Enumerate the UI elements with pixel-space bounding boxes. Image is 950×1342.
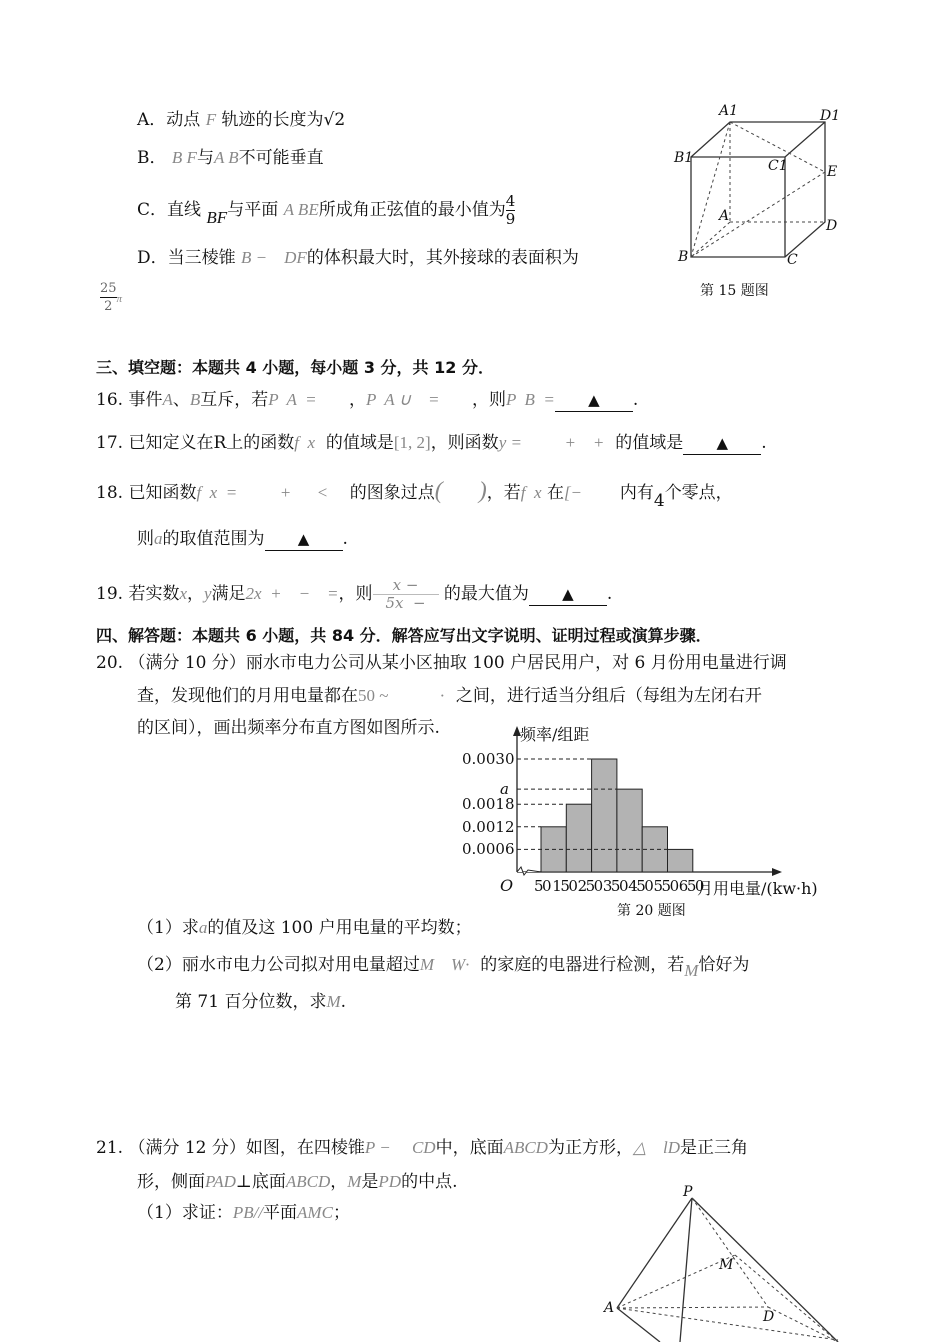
text: .: [340, 992, 347, 1012]
answer-blank[interactable]: ▲: [683, 432, 761, 455]
text: 事件: [128, 390, 163, 410]
text: 所成角正弦值的最小值为: [318, 200, 506, 220]
math: M W·: [419, 955, 470, 974]
math: A B: [213, 148, 239, 167]
figure-label: D: [763, 1309, 775, 1325]
math: 50 ~ ·: [358, 686, 446, 705]
section-heading: 四、解答题：本题共 6 小题，共 84 分．解答应写出文字说明、证明过程或演算步骤．: [96, 626, 712, 645]
text: 轨迹的长度为: [221, 110, 324, 130]
math: y = + +: [498, 433, 605, 452]
math: f x = + <: [196, 483, 329, 502]
denominator: 5x −: [385, 594, 426, 612]
text: 恰好为: [698, 955, 750, 975]
option-label: C．: [137, 200, 168, 220]
y-tick-label: 0.0030: [462, 750, 515, 768]
text: 的值域是: [615, 433, 684, 453]
math: B: [189, 390, 201, 409]
text: 则: [137, 529, 154, 549]
math: A: [162, 390, 173, 409]
text: 是正三角: [680, 1138, 749, 1158]
text: ，则: [338, 584, 373, 604]
figure-label: C1: [768, 158, 788, 174]
text: .: [342, 529, 348, 549]
figure-label: C: [787, 252, 798, 268]
math: P A ∪ =: [366, 390, 440, 409]
text: 中，底面: [435, 1138, 504, 1158]
math: B F: [171, 148, 197, 167]
math: △ lD: [632, 1138, 681, 1157]
question-number: 20.: [96, 653, 124, 673]
text: 与平面: [227, 200, 279, 220]
option-label: A．: [137, 110, 167, 130]
x-tick-label: 450: [628, 877, 653, 895]
question-number: 16.: [96, 390, 124, 410]
text: （满分 12 分）如图，在四棱锥: [128, 1138, 365, 1158]
question-number: 18.: [96, 483, 124, 503]
text: （2）丽水市电力公司拟对用电量超过: [137, 955, 420, 975]
math: [−: [563, 483, 583, 502]
figure-label: D1: [820, 108, 841, 124]
figure-label: A: [719, 208, 730, 224]
text: ；: [332, 1203, 350, 1223]
math: a: [198, 918, 208, 937]
math: BF: [206, 208, 228, 227]
math: P − CD: [364, 1138, 436, 1157]
math: M: [347, 1172, 362, 1191]
math: P B =: [505, 390, 555, 409]
math: P A =: [268, 390, 317, 409]
math: PB//: [232, 1203, 264, 1222]
x-tick-label: 350: [602, 877, 628, 895]
math: M: [326, 992, 341, 1011]
math: ( ): [434, 478, 487, 504]
text: 个零点，: [664, 483, 733, 503]
text: 满足: [211, 584, 246, 604]
figure-label: P: [683, 1184, 693, 1200]
text: .: [632, 390, 639, 410]
chart-ylabel: 频率/组距: [520, 725, 590, 744]
denominator: 9: [505, 210, 516, 228]
text: 的家庭的电器进行检测，若: [480, 955, 685, 975]
chart-xlabel: 月用电量/(kw·h): [697, 879, 818, 898]
text: 当三棱锥: [167, 248, 236, 268]
text: 已知定义在: [128, 433, 214, 453]
y-tick-label: a: [500, 780, 509, 799]
figure-label: B1: [674, 150, 694, 166]
option-label: D．: [137, 248, 168, 268]
text: ，则函数: [430, 433, 499, 453]
math: ABCD: [503, 1138, 548, 1157]
text: 形，侧面: [137, 1172, 205, 1192]
math: B − DF: [241, 248, 307, 267]
question-number: 19.: [96, 584, 124, 604]
figure-caption: 第 15 题图: [700, 283, 769, 299]
x-tick-label: 550: [653, 877, 678, 895]
text: 若实数: [128, 584, 180, 604]
math: PD: [378, 1172, 402, 1191]
question-20-line3: 的区间），画出频率分布直方图如图所示.: [137, 718, 440, 738]
text: 已知函数: [128, 483, 197, 503]
text: （1）求: [137, 918, 199, 938]
x-tick-label: 650: [678, 877, 703, 895]
text: 平面: [263, 1203, 298, 1223]
text: 的体积最大时，其外接球的表面积为: [306, 248, 579, 268]
text: 第 71 百分位数，求: [175, 992, 327, 1012]
figure-label: B: [678, 249, 689, 265]
math: √2: [323, 110, 346, 130]
text: 的中点.: [401, 1172, 458, 1192]
y-tick-label: 0.0012: [462, 817, 515, 836]
text: 的图象过点: [349, 483, 435, 503]
text: 的值域是: [325, 433, 394, 453]
y-tick-label: 0.0006: [462, 840, 515, 859]
x-tick-label: 250: [577, 877, 602, 895]
answer-blank[interactable]: ▲: [555, 389, 633, 412]
figure-label: A1: [719, 103, 739, 119]
math: f x: [294, 433, 316, 452]
text: 之间，进行适当分组后（每组为左闭右开: [455, 686, 762, 706]
text: （满分 10 分）丽水市电力公司从某小区抽取 100 户居民用户，对 6 月份用电量进行调: [128, 653, 787, 673]
text: 查，发现他们的月用电量都在: [137, 686, 358, 706]
math: 2x + − =: [245, 584, 339, 603]
text: 的最大值为: [443, 584, 529, 604]
math: π: [116, 293, 123, 305]
answer-blank[interactable]: ▲: [529, 583, 607, 606]
text: ，若: [486, 483, 521, 503]
text: ，: [187, 584, 204, 604]
figure-label: E: [827, 164, 838, 180]
numerator: 4: [505, 192, 516, 210]
y-tick-label: 0.0018: [462, 795, 515, 814]
figure-label: D: [826, 218, 838, 234]
math: ABCD: [285, 1172, 331, 1191]
text: 不可能垂直: [238, 148, 324, 168]
question-number: 21.: [96, 1138, 124, 1158]
numerator: 25: [100, 281, 117, 296]
text: 上的函数: [226, 433, 295, 453]
math: PAD: [205, 1172, 236, 1191]
math: R: [213, 433, 227, 453]
denominator: 2: [104, 299, 113, 314]
math: AMC: [297, 1203, 333, 1222]
text: 与: [196, 148, 214, 168]
math: f x: [520, 483, 542, 502]
numerator: x −: [373, 577, 439, 595]
answer-blank[interactable]: ▲: [265, 528, 343, 551]
figure-label: M: [719, 1257, 734, 1273]
text: .: [761, 433, 767, 453]
text: 是: [361, 1172, 379, 1192]
chart-origin-label: O: [500, 876, 514, 895]
text: 在: [546, 483, 564, 503]
section-heading: 三、填空题：本题共 4 小题，每小题 3 分，共 12 分．: [96, 358, 494, 377]
math: x: [179, 584, 187, 603]
figure-label: A: [604, 1300, 615, 1316]
text: ，: [330, 1172, 348, 1192]
text: .: [606, 584, 613, 604]
text: （1）求证：: [137, 1203, 233, 1223]
x-tick-label: 150: [552, 877, 577, 895]
math: F: [205, 110, 217, 129]
text: 动点: [166, 110, 201, 130]
math: 4: [653, 491, 665, 511]
x-tick-label: 50: [534, 877, 551, 895]
math: a: [154, 529, 163, 548]
question-number: 17.: [96, 433, 124, 453]
option-label: B．: [137, 148, 167, 168]
text: 直线: [167, 200, 202, 220]
text: 的取值范围为: [162, 529, 265, 549]
math: A BE: [283, 200, 319, 219]
text: ，则: [471, 390, 506, 410]
math: M: [684, 961, 699, 980]
text: ，: [349, 390, 366, 410]
math: y: [204, 584, 212, 603]
text: 内有: [619, 483, 654, 503]
text: ⊥底面: [235, 1172, 286, 1192]
chart-caption: 第 20 题图: [617, 903, 686, 919]
text: 的值及这 100 户用电量的平均数；: [207, 918, 472, 938]
text: 为正方形，: [547, 1138, 633, 1158]
text: 、: [172, 390, 190, 410]
text: 互斥，若: [200, 390, 269, 410]
math: [1, 2]: [393, 433, 431, 452]
